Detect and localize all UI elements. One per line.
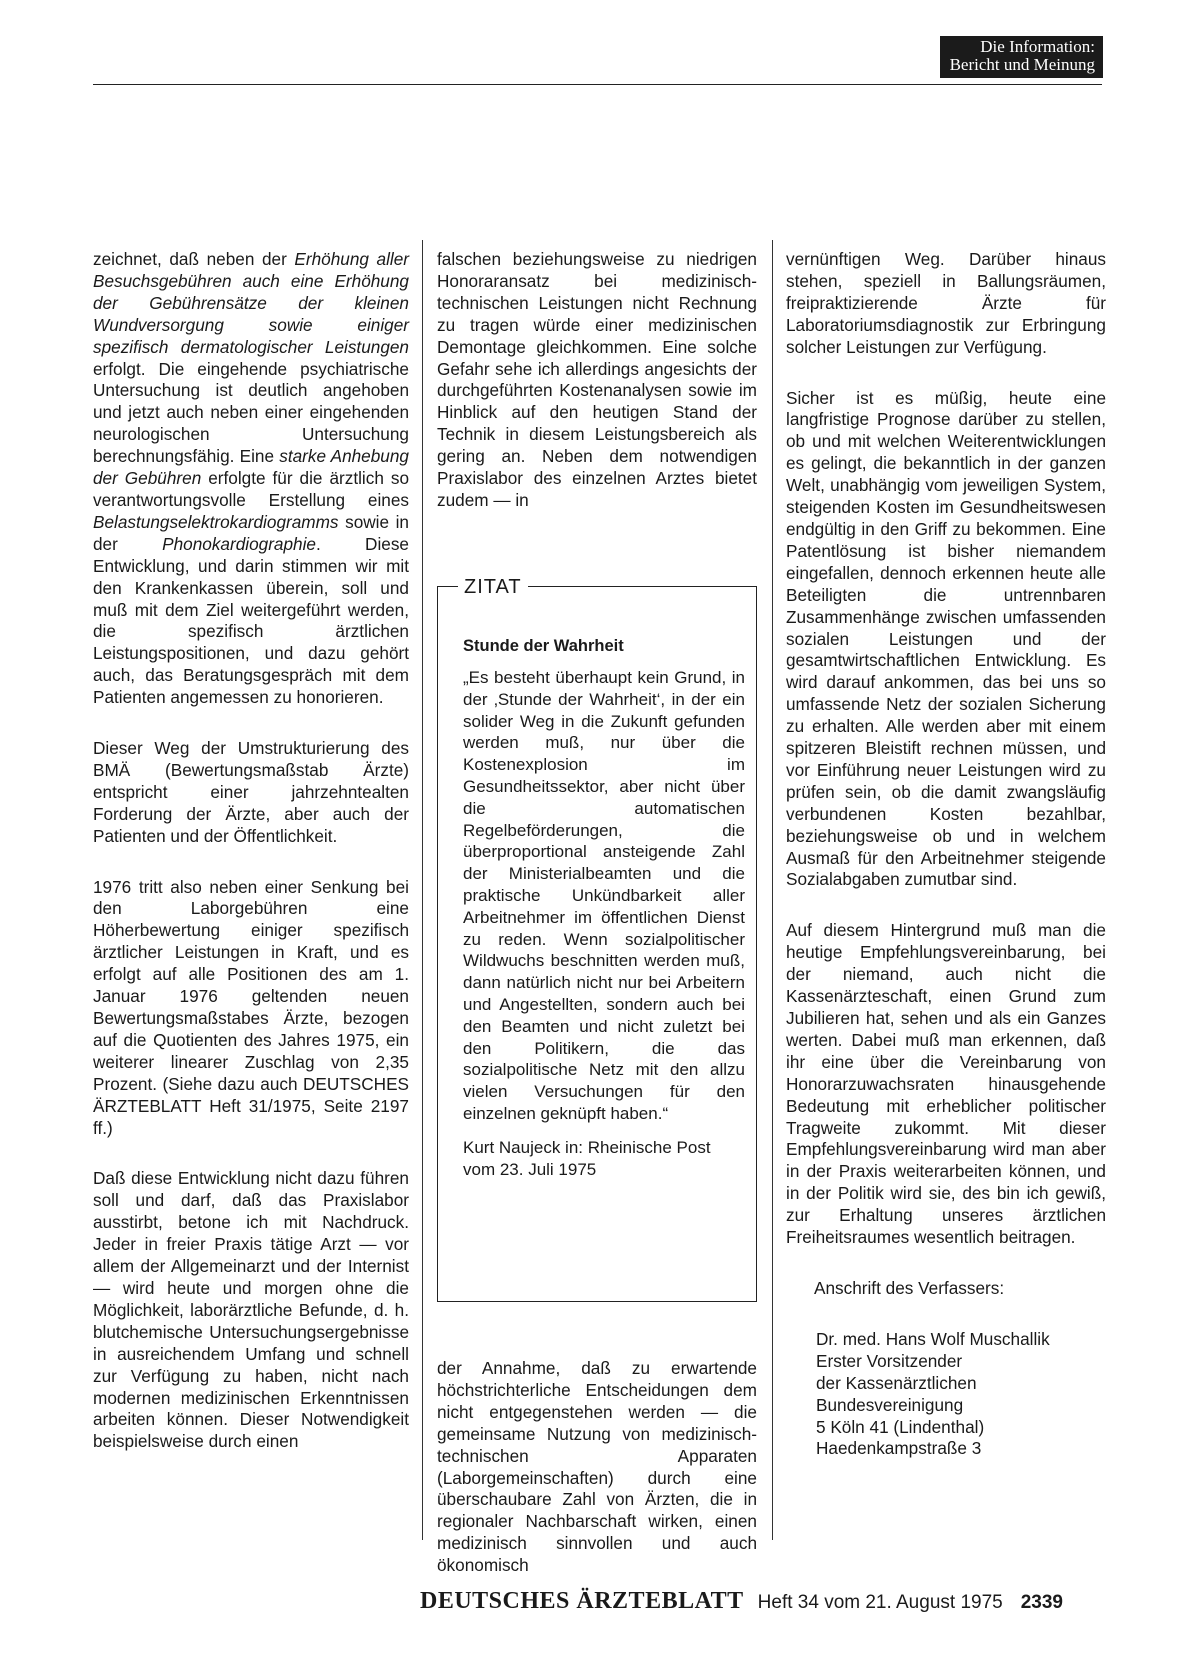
article-column-1 (93, 249, 409, 1482)
author-address-line: 5 Köln 41 (Lindenthal) (816, 1416, 985, 1437)
article-column-2 (437, 249, 757, 541)
quote-label: ZITAT (458, 575, 528, 599)
author-address-line: Erster Vorsitzender (816, 1350, 963, 1371)
paragraph: Sicher ist es müßig, heute eine langfristige Prognose darüber zu stellen, ob und mit welchen Weiterentwicklungen es gelingt, die bekanntlich in der ganzen Welt, unabhängig vom jeweiligen System, steigenden Kosten im Gesundheitswesen endgültig in den Griff zu bekommen. Eine Patentlösung ist bisher niemandem eingefallen, dennoch erkennen heute alle Beteiligten die untrennbaren Zusammenhänge zwischen umfassenden sozialen Leistungen und der gesamtwirtschaftlichen Entwicklung. Es wird darauf ankommen, das bei uns so umfassende Netz der sozialen Sicherung zu erhalten. Alle werden aber mit einem spitzeren Bleistift rechnen müssen, und vor Einführung neuer Leistungen wird zu prüfen sein, ob die damit zwangsläufig verbundenen Kosten bezahlbar, beziehungsweise ob und in welchem Ausmaß für den Arbeitnehmer steigende Sozialabgaben zumutbar sind. (786, 387, 1106, 890)
author-address-label: Anschrift des Verfassers: (814, 1277, 1005, 1298)
article-column-2-continued (437, 1358, 757, 1606)
paragraph: vernünftigen Weg. Darüber hinaus stehen, speziell in Ballungsräumen, freipraktizierende Ärzte für Laboratoriumsdiagnostik zur Erbringung solcher Leistungen zur Verfügung. (786, 249, 1106, 357)
column-divider (772, 240, 773, 1540)
header-rule (93, 84, 1102, 85)
author-address-line: der Kassenärztlichen (816, 1372, 977, 1393)
page-number: 2339 (1020, 1592, 1063, 1613)
publication-name: DEUTSCHES ÄRZTEBLATT (420, 1588, 744, 1614)
author-address (786, 1278, 1106, 1460)
quote-title: Stunde der Wahrheit (463, 637, 624, 655)
paragraph: Auf diesem Hintergrund muß man die heutige Empfehlungsvereinbarung, bei der niemand, auch nicht die Kassenärzteschaft, einen Grund zum Jubilieren hat, sehen und als ein Ganzes werten. Dabei muß man erkennen, daß ihr eine über die Vereinbarung von Honorarzuwachsraten hinausgehende Bedeutung mit erheblicher politischer Tragweite zukommt. Mit dieser Empfehlungsvereinbarung wird man aber in der Praxis weiterarbeiten können, und in der Politik wird sie, des bin ich gewiß, zur Erhaltung unseres ärztlichen Freiheitsraumes wesentlich beitragen. (786, 920, 1106, 1248)
paragraph: 1976 tritt also neben einer Senkung bei den Laborgebühren eine Höherbewertung einiger spezifisch ärztlicher Leistungen in Kraft, und es erfolgt auf alle Positionen des am 1. Januar 1976 geltenden neuen Bewertungsmaßstabes Ärzte, bezogen auf die Quotienten des Jahres 1975, ein weiterer linearer Zuschlag von 2,35 Prozent. (Siehe dazu auch DEUTSCHES ÄRZTEBLATT Heft 31/1975, Seite 2197 ff.) (93, 876, 409, 1138)
column-divider (422, 240, 423, 1540)
quote-source: Kurt Naujeck in: Rheinische Post vom 23. Juli 1975 (463, 1137, 711, 1179)
author-address-line: Dr. med. Hans Wolf Muschallik (816, 1328, 1050, 1349)
quote-box (437, 576, 757, 1302)
quote-text: „Es besteht überhaupt kein Grund, in der ‚Stunde der Wahrheit‘, in der ein solider Weg in die Zukunft gefunden werden muß, nur über die Kostenexplosion im Gesundheitssektor, aber nicht über die automatischen Regelbeförderungen, die überproportional ansteigende Zahl der Ministerialbeamten und die praktische Unkündbarkeit aller Arbeitnehmer im öffentlichen Dienst zu reden. Wenn sozialpolitischer Wildwuchs beschnitten werden muß, dann natürlich nicht nur bei Arbeitern und Angestellten, sondern auch bei den Beamten und nicht zuletzt bei den Politikern, die das sozialpolitische Netz mit den allzu vielen Versuchungen für den einzelnen geknüpft haben.“ (463, 668, 745, 1123)
page-footer (420, 1590, 1063, 1614)
issue-info: Heft 34 vom 21. August 1975 (757, 1592, 1003, 1613)
paragraph: der Annahme, daß zu erwartende höchstrichterliche Entscheidungen dem nicht entgegenstehen werden — die gemeinsame Nutzung von medizinisch-technischen Apparaten (Laborgemeinschaften) durch eine überschaubare Zahl von Ärzten, die in regionaler Nachbarschaft wirken, einen medizinisch sinnvollen und auch ökonomisch (437, 1358, 757, 1576)
paragraph: Daß diese Entwicklung nicht dazu führen soll und darf, daß das Praxislabor ausstirbt, betone ich mit Nachdruck. Jeder in freier Praxis tätige Arzt — vor allem der Allgemeinarzt und der Internist — wird heute und morgen ohne die Möglichkeit, laborärztliche Befunde, d. h. blutchemische Untersuchungsergebnisse in ausreichendem Umfang und schnell zur Verfügung zu haben, nicht nach modernen medizinischen Erkenntnissen arbeiten können. Dieser Notwendigkeit beispielsweise durch einen (93, 1168, 409, 1452)
author-address-line: Haedenkampstraße 3 (816, 1438, 982, 1459)
article-column-3 (786, 249, 1106, 1460)
section-label (940, 36, 1103, 78)
paragraph: zeichnet, daß neben der Erhöhung aller Besuchsgebühren auch eine Erhöhung der Gebührensätze der kleinen Wundversorgung sowie einiger spezifisch dermatologischer Leistungen erfolgt. Die eingehende psychiatrische Untersuchung ist deutlich angehoben und jetzt auch neben einer eingehenden neurologischen Untersuchung berechnungsfähig. Eine starke Anhebung der Gebühren erfolgte für die ärztlich so verantwortungsvolle Erstellung eines Belastungselektrokardiogramms sowie in der Phonokardiographie. Diese Entwicklung, und darin stimmen wir mit den Krankenkassen überein, soll und muß mit dem Ziel weitergeführt werden, die spezifisch ärztlichen Leistungspositionen, und dazu gehört auch, das Beratungsgespräch mit dem Patienten angemessen zu honorieren. (93, 249, 410, 708)
author-address-line: Bundesvereinigung (816, 1394, 964, 1415)
section-label-line-1: Die Information: (980, 37, 1095, 56)
paragraph: Dieser Weg der Umstrukturierung des BMÄ (Bewertungsmaßstab Ärzte) entspricht einer jahrzehntealten Forderung der Ärzte, aber auch der Patienten und der Öffentlichkeit. (93, 738, 409, 846)
section-label-line-2: Bericht und Meinung (949, 55, 1095, 74)
paragraph: falschen beziehungsweise zu niedrigen Honoraransatz bei medizinisch-technischen Leistungen nicht Rechnung zu tragen würde einer medizinischen Demontage gleichkommen. Eine solche Gefahr sehe ich allerdings angesichts der durchgeführten Kostenanalysen sowie im Hinblick auf den heutigen Stand der Technik in diesem Leistungsbereich als gering an. Neben dem notwendigen Praxislabor des einzelnen Arztes bietet zudem — in (437, 249, 757, 510)
